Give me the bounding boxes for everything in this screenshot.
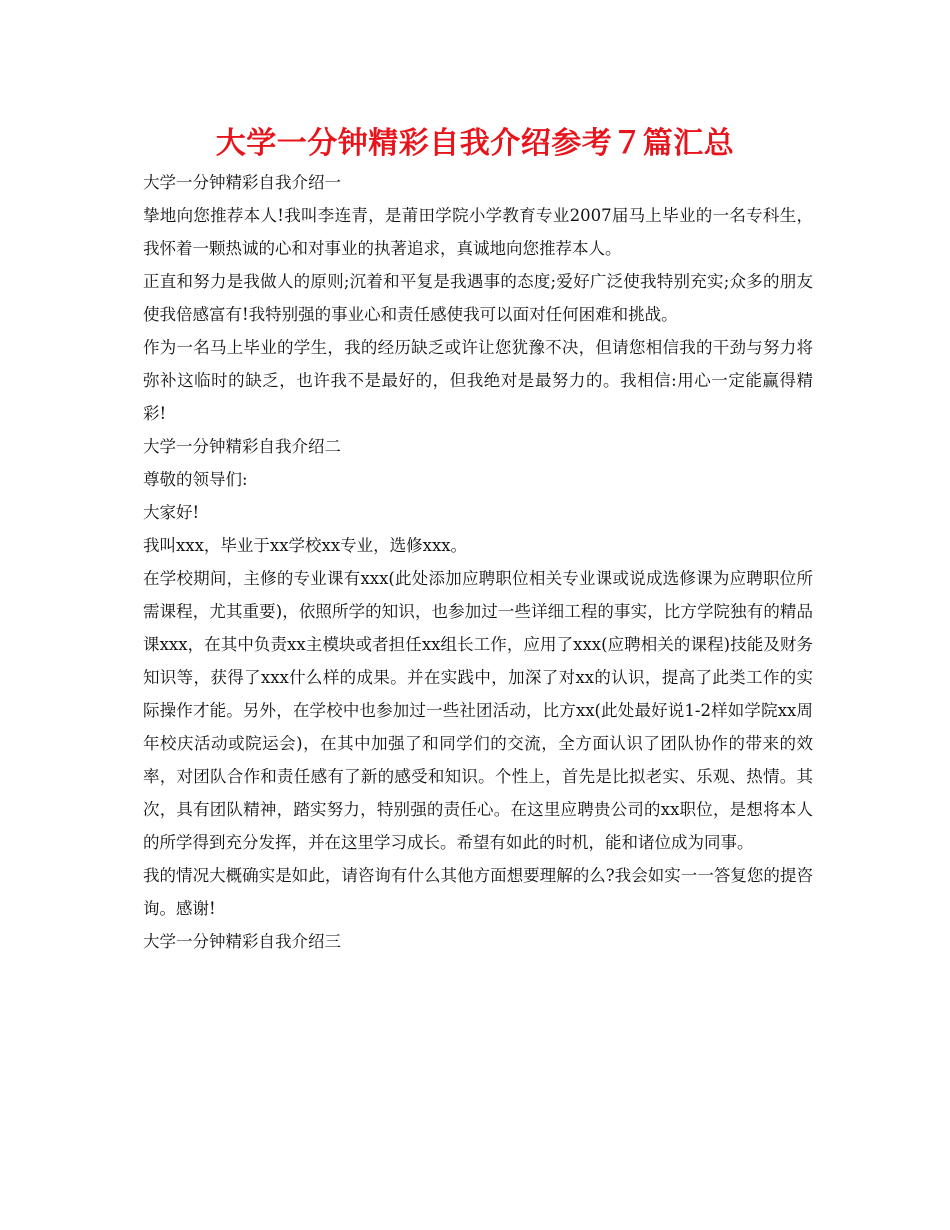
paragraph: 挚地向您推荐本人!我叫李连青，是莆田学院小学教育专业2007届马上毕业的一名专科生，我怀着一颗热诚的心和对事业的执著追求，真诚地向您推荐本人。 (143, 206, 813, 258)
paragraph: 我叫xxx，毕业于xx学校xx专业，选修xxx。 (143, 536, 468, 555)
section-heading-1: 大学一分钟精彩自我介绍一 (143, 173, 341, 192)
paragraph: 大家好! (143, 503, 200, 522)
section-heading-2: 大学一分钟精彩自我介绍二 (143, 437, 341, 456)
document-title: 大学一分钟精彩自我介绍参考７篇汇总 (215, 126, 735, 161)
paragraph: 尊敬的领导们: (143, 470, 248, 489)
section-heading-3: 大学一分钟精彩自我介绍三 (143, 932, 341, 951)
paragraph: 在学校期间，主修的专业课有xxx(此处添加应聘职位相关专业课或说成选修课为应聘职位所需课程，尤其重要)，依照所学的知识，也参加过一些详细工程的事实，比方学院独有的精品课xxx，在其中负责xx主模块或者担任xx组长工作，应用了xxx(应聘相关的课程)技能及财务知识等，获得了xxx什么样的成果。并在实践中，加深了对xx的认识，提高了此类工作的实际操作才能。另外，在学校中也参加过一些社团活动，比方xx(此处最好说1-2样如学院xx周年校庆活动或院运会)，在其中加强了和同学们的交流，全方面认识了团队协作的带来的效率，对团队合作和责任感有了新的感受和知识。个性上，首先是比拟老实、乐观、热情。其次，具有团队精神，踏实努力，特别强的责任心。在这里应聘贵公司的xx职位，是想将本人的所学得到充分发挥，并在这里学习成长。希望有如此的时机，能和诸位成为同事。 (143, 569, 813, 852)
document-body (143, 166, 813, 958)
paragraph: 我的情况大概确实是如此，请咨询有什么其他方面想要理解的么?我会如实一一答复您的提咨询。感谢! (143, 866, 813, 918)
paragraph: 正直和努力是我做人的原则;沉着和平复是我遇事的态度;爱好广泛使我特别充实;众多的朋友使我倍感富有!我特别强的事业心和责任感使我可以面对任何困难和挑战。 (143, 272, 813, 324)
paragraph: 作为一名马上毕业的学生，我的经历缺乏或许让您犹豫不决，但请您相信我的干劲与努力将弥补这临时的缺乏，也许我不是最好的，但我绝对是最努力的。我相信:用心一定能赢得精彩! (143, 338, 813, 423)
